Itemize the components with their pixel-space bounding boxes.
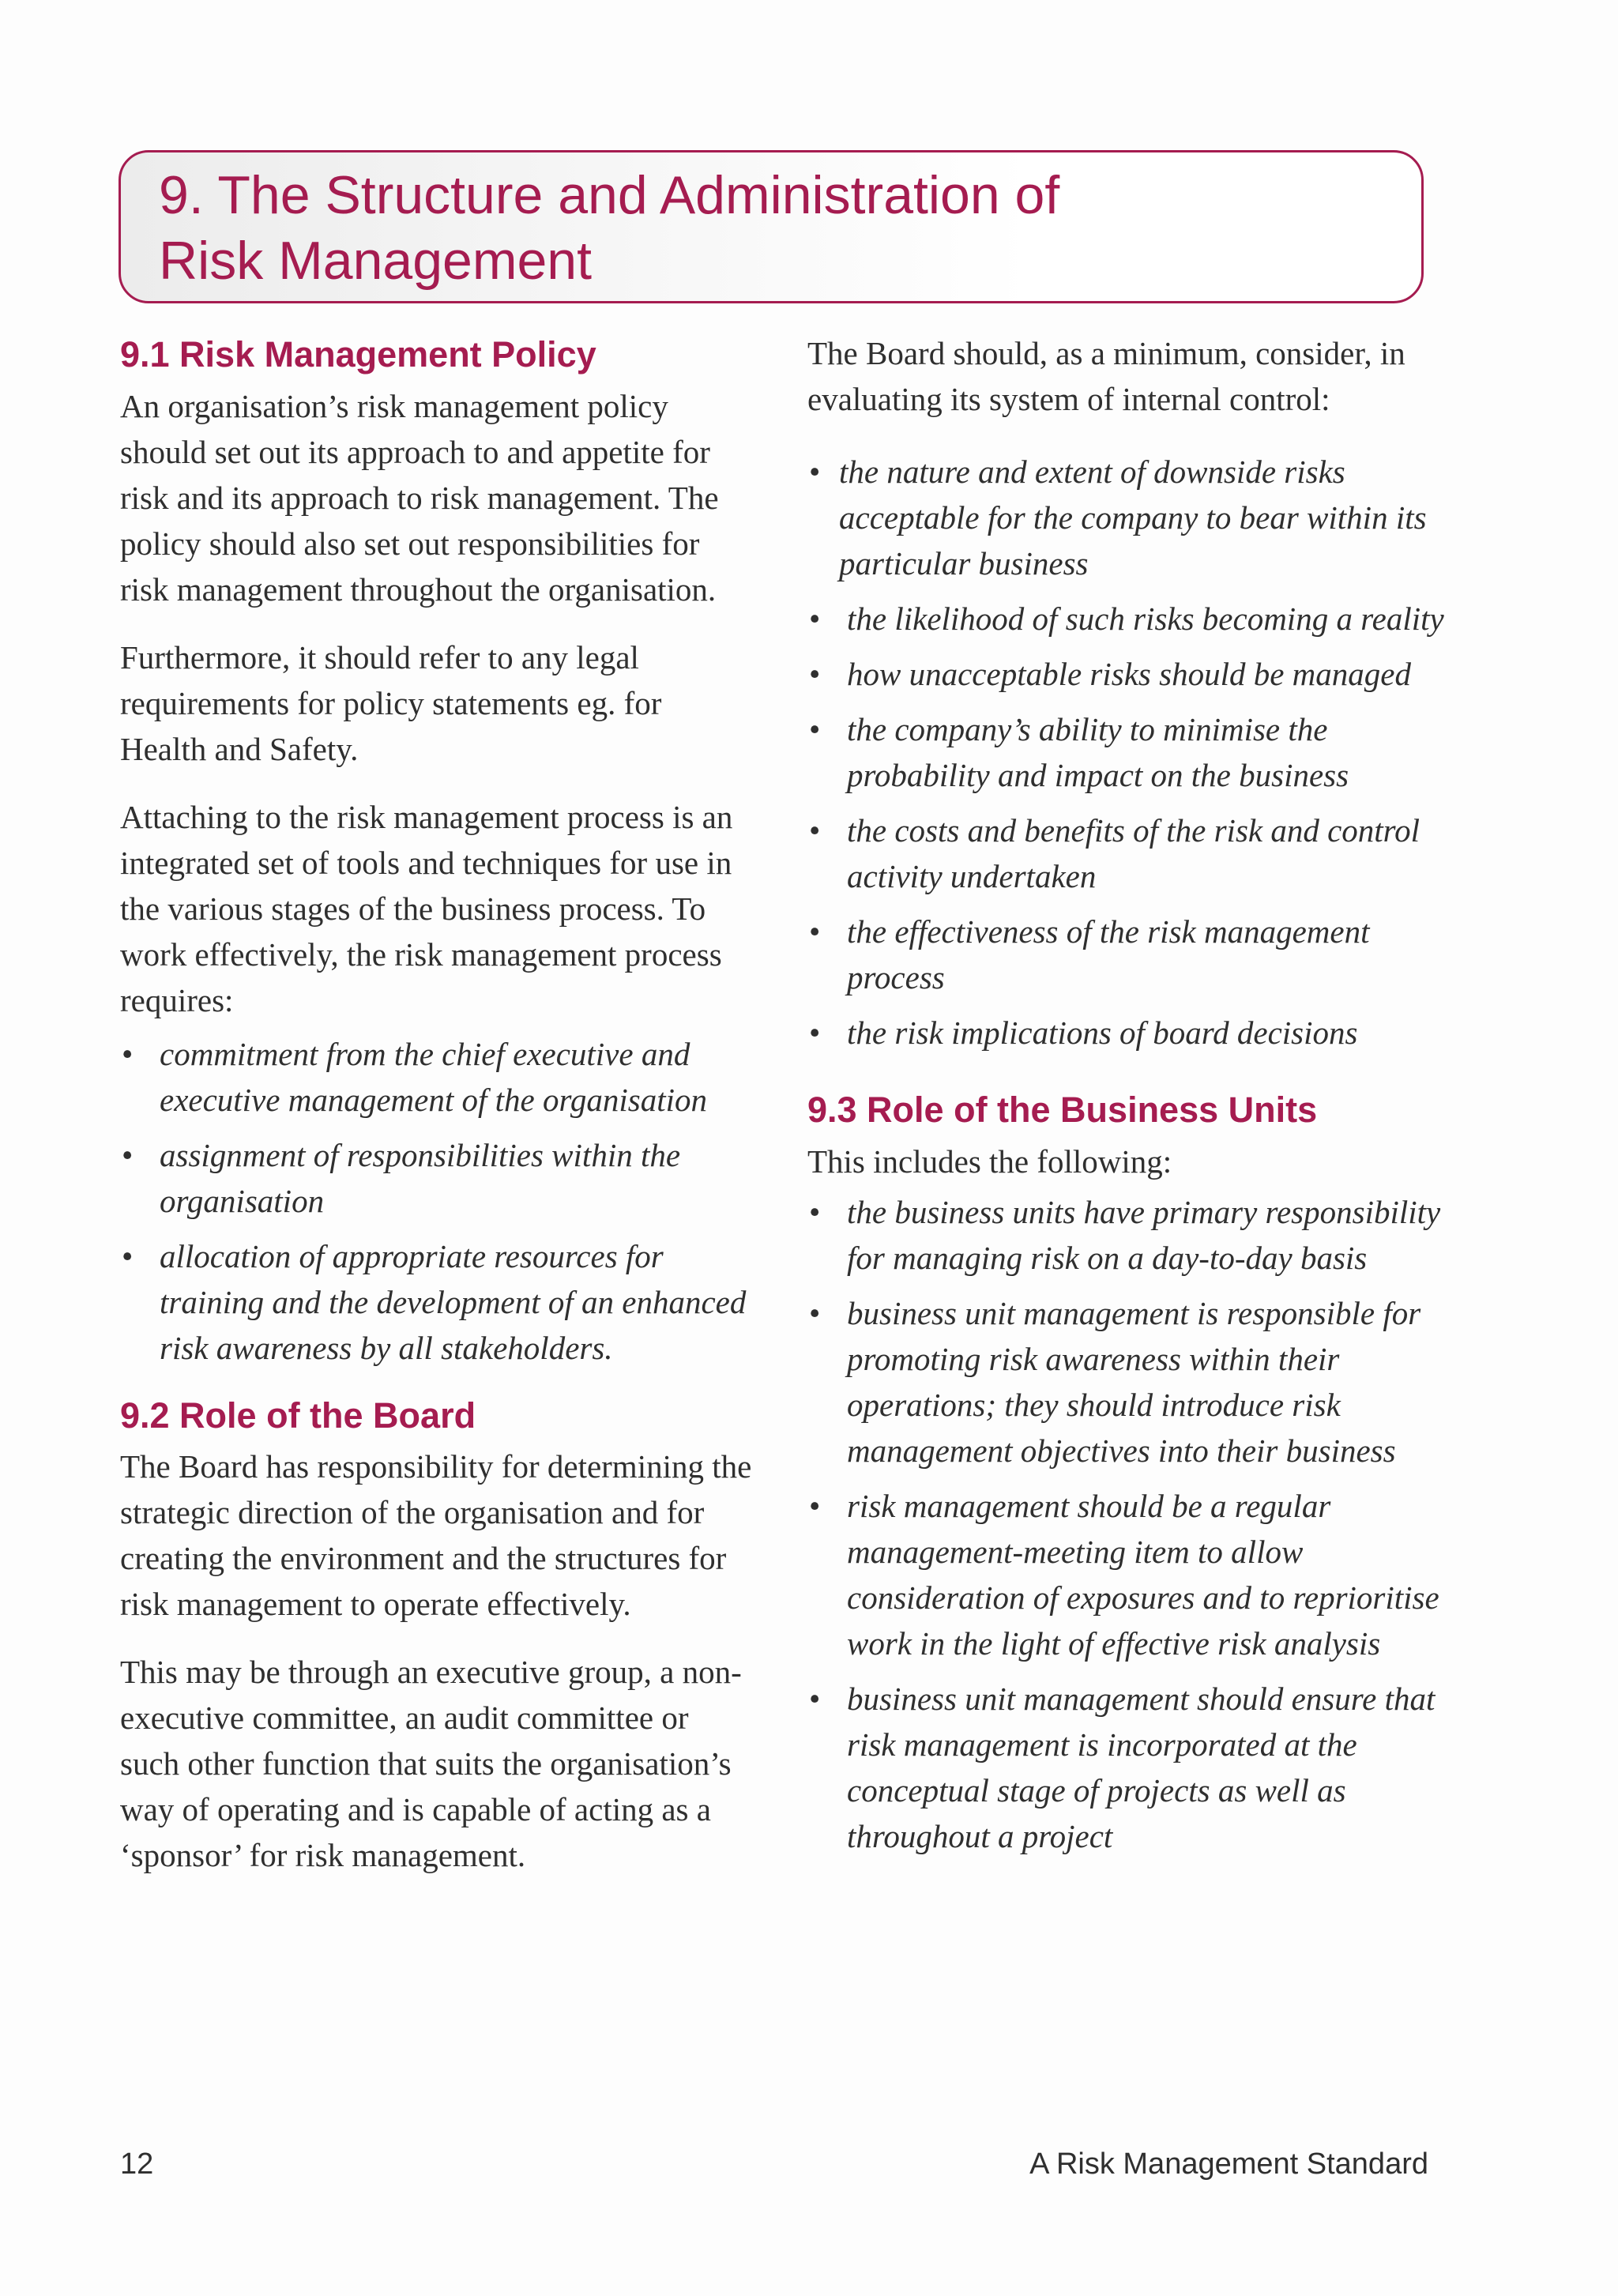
page-number: 12 [120, 2147, 154, 2181]
list-item-text: business unit management is responsible for promoting risk awareness within their operations; they should introduce risk management objectives into their business [847, 1294, 1421, 1469]
page-title-line-1: 9. The Structure and Administration of [159, 165, 1060, 225]
list-item-text: the costs and benefits of the risk and control activity undertaken [847, 812, 1420, 894]
section-9-1-bullet-list [120, 1031, 752, 1371]
right-column [807, 332, 1463, 1881]
list-item-text: allocation of appropriate resources for training and the development of an enhanced risk awareness by all stakeholders. [160, 1237, 747, 1366]
bullet-icon: • [809, 454, 821, 490]
bullet-icon: • [809, 656, 821, 692]
list-item-text: the risk implications of board decisions [847, 1014, 1358, 1051]
section-9-2-paragraph-3: The Board should, as a minimum, consider, in evaluating its system of internal control: [807, 335, 1405, 417]
list-item [807, 596, 1463, 642]
bullet-icon: • [809, 812, 821, 849]
list-item [807, 909, 1463, 1000]
list-item [120, 1132, 752, 1224]
section-9-2-paragraph-1: The Board has responsibility for determining the strategic direction of the organisation and for creating the environment and the structures for risk management to operate effectively. [120, 1448, 752, 1622]
list-item-text: assignment of responsibilities within the organisation [160, 1136, 681, 1219]
list-item-text: the company’s ability to minimise the probability and impact on the business [847, 711, 1349, 793]
bullet-icon: • [809, 600, 821, 637]
list-item [807, 1483, 1463, 1666]
bullet-icon: • [809, 1487, 821, 1524]
section-9-2-bullet-list [807, 449, 1463, 1056]
list-item [807, 807, 1463, 899]
list-item [807, 449, 1463, 586]
list-item [807, 1010, 1463, 1056]
title-box [119, 150, 1424, 303]
list-item-text: how unacceptable risks should be managed [847, 656, 1411, 692]
list-item-text: commitment from the chief executive and executive management of the organisation [160, 1035, 708, 1118]
bullet-icon: • [809, 711, 821, 747]
list-item [807, 1676, 1463, 1859]
section-9-3-bullet-list [807, 1189, 1463, 1859]
list-item [120, 1031, 752, 1123]
list-item-text: risk management should be a regular management-meeting item to allow consideration of exposures and to reprioritise work in the light of effective risk analysis [847, 1487, 1439, 1662]
publication-title: A Risk Management Standard [1029, 2147, 1428, 2181]
left-column [120, 332, 752, 1900]
section-9-2-paragraph-2: This may be through an executive group, a non-executive committee, an audit committee or such other function that suits the organisation’s way of operating and is capable of acting as a ‘sponsor’ for risk management. [120, 1654, 742, 1873]
list-item-text: the nature and extent of downside risks acceptable for the company to bear within its particular business [839, 454, 1427, 582]
list-item-text: the business units have primary responsibility for managing risk on a day-to-day basis [847, 1193, 1441, 1276]
list-item [807, 706, 1463, 798]
bullet-icon: • [809, 913, 821, 950]
section-9-2-heading: 9.2 Role of the Board [120, 1395, 476, 1436]
list-item-text: the effectiveness of the risk management process [847, 913, 1370, 996]
bullet-icon: • [122, 1136, 134, 1173]
section-9-1-paragraph-1: An organisation’s risk management policy should set out its approach to and appetite for risk and its approach to risk management. The policy should also set out responsibilities for risk management throughout the organisation. [120, 387, 719, 608]
bullet-icon: • [809, 1294, 821, 1331]
section-9-1-paragraph-3: Attaching to the risk management process is an integrated set of tools and techniques for use in the various stages of the business process. To work effectively, the risk management process requires: [120, 798, 733, 1018]
bullet-icon: • [122, 1035, 134, 1072]
section-9-1-heading: 9.1 Risk Management Policy [120, 334, 596, 375]
list-item-text: the likelihood of such risks becoming a reality [847, 600, 1444, 637]
list-item [807, 1189, 1463, 1281]
list-item-text: business unit management should ensure that risk management is incorporated at the conceptual stage of projects as well as throughout a project [847, 1680, 1436, 1854]
list-item [120, 1233, 752, 1371]
section-9-3-heading: 9.3 Role of the Business Units [807, 1090, 1318, 1130]
page-title-line-2: Risk Management [159, 231, 593, 291]
section-9-1-paragraph-2: Furthermore, it should refer to any legal requirements for policy statements eg. for Health and Safety. [120, 638, 662, 767]
list-item [807, 651, 1463, 697]
bullet-icon: • [809, 1014, 821, 1051]
section-9-3-intro: This includes the following: [807, 1142, 1172, 1180]
bullet-icon: • [809, 1680, 821, 1717]
bullet-icon: • [122, 1237, 134, 1274]
list-item [807, 1290, 1463, 1474]
bullet-icon: • [809, 1193, 821, 1230]
